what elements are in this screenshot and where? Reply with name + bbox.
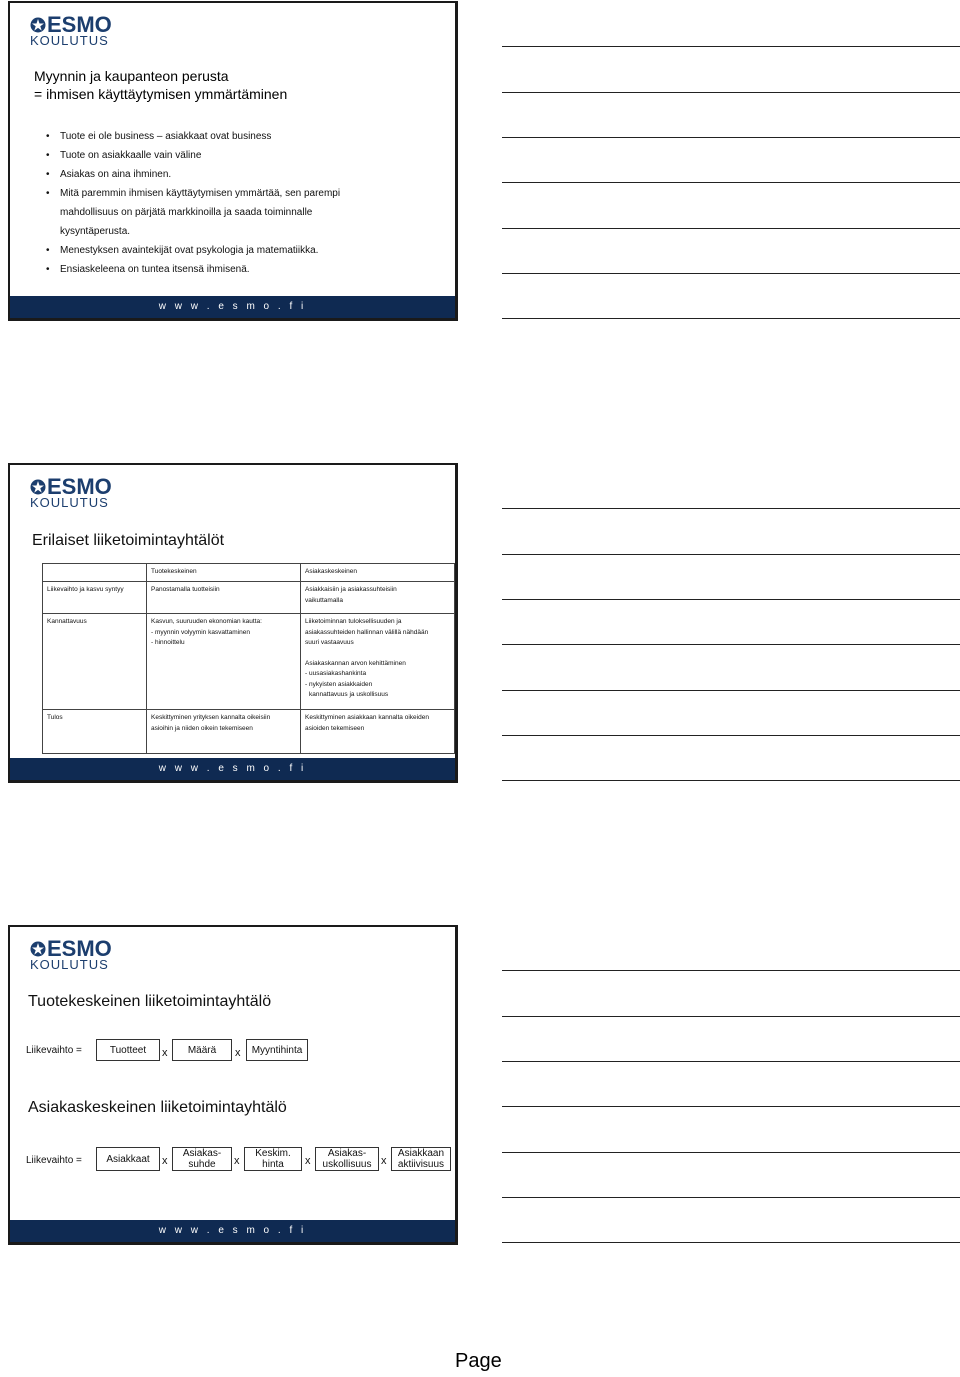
table-row: [43, 614, 455, 710]
page-label: Page: [455, 1350, 502, 1372]
multiply-sign: x: [381, 1155, 387, 1167]
logo-esmo-text: ESMO: [47, 474, 112, 499]
logo-koulutus-text: KOULUTUS: [30, 33, 109, 48]
slide-1-bullet-list: [46, 127, 341, 279]
note-line: [502, 92, 960, 93]
star-icon: [30, 479, 46, 495]
slide-3: [8, 925, 458, 1245]
product-equation-title: Tuotekeskeinen liiketoimintayhtälö: [28, 993, 272, 1010]
business-equation-table: [42, 563, 455, 754]
slide-footer-url: w w w . e s m o . f i: [10, 1220, 455, 1242]
logo-esmo-text: ESMO: [47, 936, 112, 961]
formula-term-box: Asiakkaat: [96, 1147, 160, 1171]
formula-2-label: Liikevaihto =: [26, 1155, 82, 1166]
formula-term-box: Asiakas- uskollisuus: [315, 1147, 379, 1171]
formula-term-box: Tuotteet: [96, 1039, 160, 1061]
note-line: [502, 46, 960, 47]
table-cell: Kasvun, suuruuden ekonomian kautta: - myynnin volyymin kasvattaminen - hinnoittelu: [147, 614, 301, 710]
bullet-item: • Menestyksen avaintekijät ovat psykologia ja matematiikka.: [46, 245, 319, 256]
table-cell: Liiketoiminnan tuloksellisuuden ja asiakassuhteiden hallinnan välillä nähdään suuri vastaavuus Asiakaskannan arvon kehittäminen - uusasiakashankinta - nykyisten asiakkaiden kannattavuus ja uskollisuus: [301, 614, 455, 710]
logo-koulutus-text: KOULUTUS: [30, 957, 109, 972]
bullet-continuation: kysyntäperusta.: [60, 226, 131, 237]
multiply-sign: x: [234, 1155, 240, 1167]
column-header: Asiakaskeskeinen: [301, 564, 455, 582]
formula-term-box: Keskim. hinta: [244, 1147, 302, 1171]
bullet-item: • Mitä paremmin ihmisen käyttäytymisen ymmärtää, sen parempi: [46, 188, 341, 199]
esmo-logo: [30, 936, 130, 973]
table-header-row: [43, 564, 455, 582]
multiply-sign: x: [162, 1047, 168, 1059]
table-cell: Keskittyminen asiakkaan kannalta oikeiden asioiden tekemiseen: [301, 710, 455, 754]
note-line: [502, 228, 960, 229]
note-line: [502, 735, 960, 736]
note-line: [502, 1152, 960, 1153]
table-cell: Asiakkaisiin ja asiakassuhteisiin vaikuttamalla: [301, 582, 455, 614]
note-line: [502, 182, 960, 183]
note-line: [502, 1197, 960, 1198]
formula-term-box: Asiakkaan aktiivisuus: [391, 1147, 451, 1171]
bullet-item: • Tuote on asiakkaalle vain väline: [46, 150, 202, 161]
column-header: Tuotekeskeinen: [147, 564, 301, 582]
note-line: [502, 1016, 960, 1017]
customer-equation-title: Asiakaskeskeinen liiketoimintayhtälö: [28, 1099, 287, 1116]
formula-term-box: Myyntihinta: [246, 1039, 308, 1061]
table-cell: Keskittyminen yrityksen kannalta oikeisiin asioihin ja niiden oikein tekemiseen: [147, 710, 301, 754]
note-line: [502, 970, 960, 971]
logo-koulutus-text: KOULUTUS: [30, 495, 109, 510]
logo-esmo-text: ESMO: [47, 12, 112, 37]
bullet-item: • Asiakas on aina ihminen.: [46, 169, 172, 180]
esmo-logo: [30, 12, 130, 49]
formula-1-label: Liikevaihto =: [26, 1045, 82, 1056]
note-line: [502, 318, 960, 319]
slide-1-title: Myynnin ja kaupanteon perusta = ihmisen käyttäytymisen ymmärtäminen: [34, 68, 288, 102]
multiply-sign: x: [162, 1155, 168, 1167]
row-label: Liikevaihto ja kasvu syntyy: [43, 582, 147, 614]
esmo-logo: [30, 474, 130, 511]
table-row: [43, 582, 455, 614]
multiply-sign: x: [305, 1155, 311, 1167]
slide-footer-url: w w w . e s m o . f i: [10, 758, 455, 780]
bullet-continuation: mahdollisuus on pärjätä markkinoilla ja saada toiminnalle: [60, 207, 313, 218]
slide-1: [8, 1, 458, 321]
table-cell-empty: [43, 564, 147, 582]
note-line: [502, 137, 960, 138]
row-label: Kannattavuus: [43, 614, 147, 710]
note-line: [502, 273, 960, 274]
formula-term-box: Määrä: [172, 1039, 232, 1061]
note-line: [502, 690, 960, 691]
star-icon: [30, 941, 46, 957]
note-line: [502, 1106, 960, 1107]
star-icon: [30, 17, 46, 33]
note-line: [502, 599, 960, 600]
bullet-item: • Tuote ei ole business – asiakkaat ovat business: [46, 131, 272, 142]
row-label: Tulos: [43, 710, 147, 754]
note-line: [502, 780, 960, 781]
note-line: [502, 508, 960, 509]
note-line: [502, 644, 960, 645]
bullet-item: • Ensiaskeleena on tuntea itsensä ihmisenä.: [46, 264, 250, 275]
slide-2: [8, 463, 458, 783]
note-line: [502, 554, 960, 555]
table-cell: Panostamalla tuotteisiin: [147, 582, 301, 614]
note-line: [502, 1061, 960, 1062]
formula-term-box: Asiakas- suhde: [172, 1147, 232, 1171]
multiply-sign: x: [235, 1047, 241, 1059]
slide-footer-url: w w w . e s m o . f i: [10, 296, 455, 318]
note-line: [502, 1242, 960, 1243]
table-row: [43, 710, 455, 754]
slide-2-title: Erilaiset liiketoimintayhtälöt: [32, 532, 225, 549]
